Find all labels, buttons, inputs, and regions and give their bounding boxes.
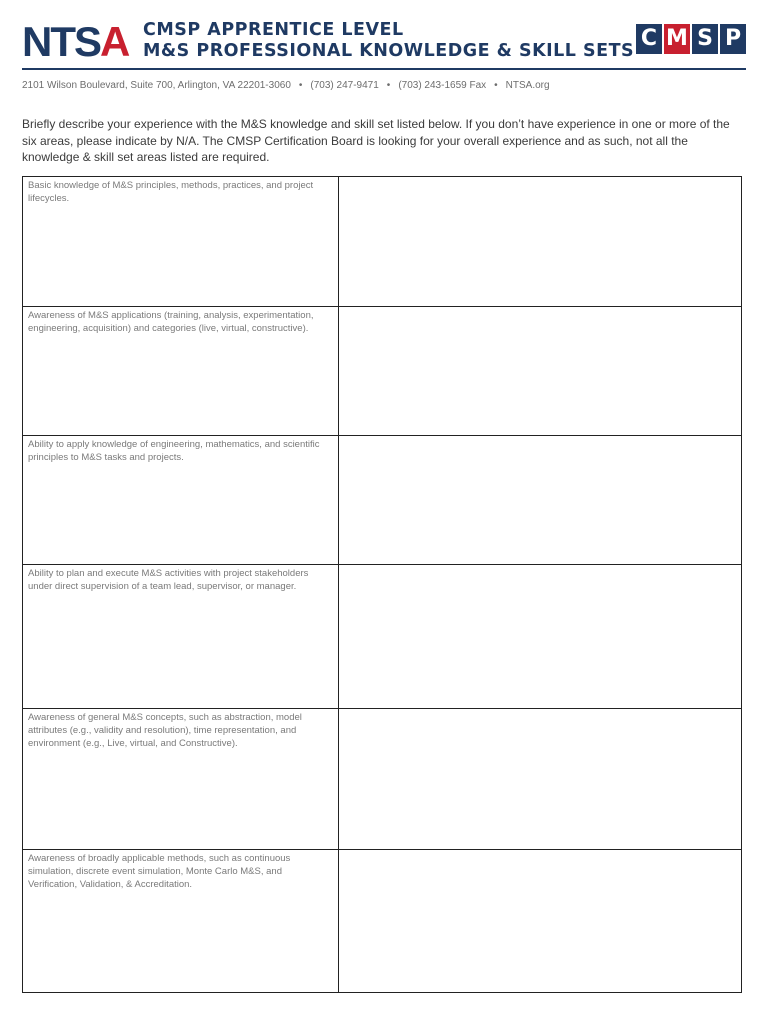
skill-description: Ability to plan and execute M&S activities with project stakeholders under direct supervision of a team lead, supervisor, or manager. xyxy=(23,565,339,709)
table-row xyxy=(23,177,742,307)
form-title xyxy=(143,20,634,62)
contact-address: 2101 Wilson Boulevard, Suite 700, Arlington, VA 22201-3060 xyxy=(22,80,291,91)
contact-phone: (703) 247-9471 xyxy=(310,80,379,91)
cmsp-logo-letter: S xyxy=(692,24,718,54)
ntsa-logo-accent: A xyxy=(100,18,129,65)
table-row xyxy=(23,565,742,709)
experience-answer-field[interactable] xyxy=(339,709,742,850)
skill-description: Basic knowledge of M&S principles, methods, practices, and project lifecycles. xyxy=(23,177,339,307)
cmsp-logo xyxy=(636,24,746,54)
separator-dot: • xyxy=(298,80,303,91)
skill-description: Ability to apply knowledge of engineering, mathematics, and scientific principles to M&S tasks and projects. xyxy=(23,436,339,565)
table-row xyxy=(23,307,742,436)
cmsp-logo-letter: M xyxy=(664,24,690,54)
title-line-2: M&S PROFESSIONAL KNOWLEDGE & SKILL SETS xyxy=(143,41,635,61)
separator-dot: • xyxy=(386,80,391,91)
contact-fax: (703) 243-1659 Fax xyxy=(398,80,487,91)
page-header xyxy=(22,18,746,68)
experience-answer-field[interactable] xyxy=(339,177,742,307)
experience-answer-field[interactable] xyxy=(339,850,742,993)
ntsa-logo xyxy=(22,20,128,64)
experience-answer-field[interactable] xyxy=(339,307,742,436)
ntsa-logo-text: NTS xyxy=(22,18,100,65)
skill-description: Awareness of broadly applicable methods, such as continuous simulation, discrete event simulation, Monte Carlo M&S, and Verification, Validation, & Accreditation. xyxy=(23,850,339,993)
table-row xyxy=(23,436,742,565)
experience-answer-field[interactable] xyxy=(339,436,742,565)
table-row xyxy=(23,850,742,993)
skills-table xyxy=(22,176,742,993)
contact-website[interactable]: NTSA.org xyxy=(505,80,550,91)
skill-description: Awareness of general M&S concepts, such as abstraction, model attributes (e.g., validity and resolution), time representation, and environment (e.g., Live, virtual, and Constructive). xyxy=(23,709,339,850)
cmsp-logo-letter: C xyxy=(636,24,662,54)
instructions-paragraph: Briefly describe your experience with the M&S knowledge and skill set listed below. If you don’t have experience in one or more of the six areas, please indicate by N/A. The CMSP Certification Board is looking for your overall experience and as such, not all the knowledge & skill set areas listed are required. xyxy=(22,117,730,164)
separator-dot: • xyxy=(494,80,498,91)
header-divider xyxy=(22,68,746,70)
experience-answer-field[interactable] xyxy=(339,565,742,709)
contact-line xyxy=(22,80,550,91)
skill-description: Awareness of M&S applications (training, analysis, experimentation, engineering, acquisition) and categories (live, virtual, constructive). xyxy=(23,307,339,436)
table-row xyxy=(23,709,742,850)
cmsp-logo-letter: P xyxy=(720,24,746,54)
title-line-1: CMSP APPRENTICE LEVEL xyxy=(143,20,404,40)
